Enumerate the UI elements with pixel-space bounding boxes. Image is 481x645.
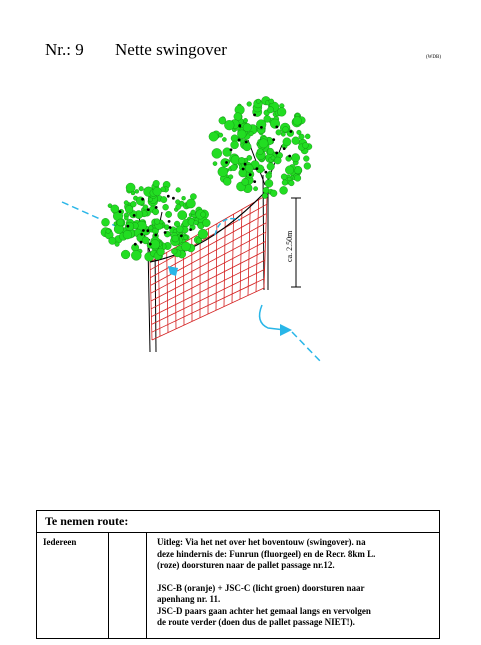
leaf bbox=[245, 164, 253, 172]
leaf bbox=[186, 199, 195, 208]
leaf-shadow bbox=[238, 125, 241, 128]
tree-left-foliage bbox=[101, 180, 210, 261]
leaf bbox=[150, 240, 160, 250]
leaf bbox=[222, 137, 226, 141]
leaf bbox=[293, 117, 302, 126]
leaf bbox=[305, 134, 310, 139]
leaf bbox=[178, 211, 187, 220]
leaf-shadow bbox=[275, 126, 278, 129]
leaf bbox=[165, 211, 171, 217]
obstacle-title: Nette swingover bbox=[115, 40, 227, 59]
leaf bbox=[282, 180, 288, 186]
leaf-shadow bbox=[189, 228, 192, 231]
leaf bbox=[184, 235, 188, 239]
leaf-shadow bbox=[134, 243, 137, 246]
route-empty-cell bbox=[109, 533, 147, 639]
route-heading: Te nemen route: bbox=[37, 511, 439, 533]
leaf bbox=[302, 142, 308, 148]
leaf bbox=[276, 130, 282, 136]
tree-right-foliage bbox=[209, 96, 312, 198]
leaf bbox=[223, 178, 231, 186]
leaf-shadow bbox=[154, 234, 157, 237]
leaf-shadow bbox=[288, 155, 291, 158]
leaf bbox=[269, 99, 274, 104]
leaf bbox=[249, 131, 254, 136]
leaf-shadow bbox=[172, 197, 175, 200]
leaf-shadow bbox=[242, 168, 245, 171]
leaf bbox=[164, 225, 169, 230]
leaf bbox=[271, 156, 275, 160]
leaf bbox=[176, 204, 181, 209]
leaf bbox=[139, 186, 144, 191]
leaf-shadow bbox=[230, 148, 233, 151]
leaf bbox=[289, 180, 295, 186]
leaf bbox=[198, 229, 208, 239]
leaf bbox=[181, 242, 190, 251]
leaf bbox=[291, 154, 299, 162]
leaf-shadow bbox=[140, 241, 143, 244]
leaf bbox=[283, 138, 291, 146]
leaf bbox=[281, 174, 287, 180]
leaf-shadow bbox=[168, 220, 171, 223]
route-line: deze hindernis de: Funrun (fluorgeel) en de Recr. 8km L. bbox=[157, 548, 376, 559]
leaf bbox=[259, 139, 268, 148]
leaf bbox=[257, 149, 263, 155]
leaf-shadow bbox=[290, 130, 293, 133]
leaf bbox=[270, 190, 277, 197]
leaf-shadow bbox=[249, 173, 252, 176]
leaf bbox=[231, 141, 239, 149]
obstacle-number: Nr.: 9 bbox=[45, 40, 84, 59]
leaf bbox=[152, 209, 158, 215]
leaf bbox=[176, 188, 181, 193]
leaf bbox=[172, 235, 179, 242]
leaf bbox=[121, 250, 130, 259]
route-table bbox=[36, 510, 440, 639]
leaf bbox=[231, 164, 237, 170]
leaf-shadow bbox=[142, 229, 145, 232]
leaf bbox=[131, 191, 135, 195]
leaf bbox=[212, 148, 222, 158]
route-arrow-head bbox=[280, 324, 292, 336]
leaf bbox=[219, 133, 223, 137]
leaf bbox=[297, 130, 302, 135]
leaf-shadow bbox=[133, 214, 136, 217]
leaf bbox=[247, 102, 252, 107]
leaf bbox=[253, 187, 257, 191]
author-code: (WDB) bbox=[426, 55, 441, 60]
route-line: apenhang nr. 11. bbox=[157, 594, 221, 604]
leaf-shadow bbox=[149, 243, 152, 246]
route-arrow-out bbox=[292, 332, 322, 363]
leaf bbox=[238, 157, 245, 164]
leaf-shadow bbox=[283, 147, 286, 150]
height-label: ca. 2.50m bbox=[285, 230, 294, 262]
leaf bbox=[285, 166, 294, 175]
route-line: de route verder (doen dus de pallet passage NIET!). bbox=[157, 617, 355, 627]
leaf bbox=[125, 206, 133, 214]
leaf bbox=[294, 175, 301, 182]
leaf bbox=[163, 204, 169, 210]
leaf bbox=[266, 173, 272, 179]
leaf bbox=[124, 216, 128, 220]
leaf bbox=[124, 201, 128, 205]
leaf-shadow bbox=[146, 229, 149, 232]
leaf bbox=[281, 132, 285, 136]
leaf bbox=[106, 229, 111, 234]
leaf bbox=[161, 196, 167, 202]
leaf bbox=[292, 137, 300, 145]
leaf bbox=[135, 189, 139, 193]
leaf bbox=[243, 143, 251, 151]
leaf bbox=[115, 242, 120, 247]
leaf-shadow bbox=[253, 180, 256, 183]
route-line: Uitleg: Via het net over het boventouw (swingover). na bbox=[157, 537, 366, 547]
leaf bbox=[277, 108, 286, 117]
leaf bbox=[209, 132, 218, 141]
leaf-shadow bbox=[260, 126, 263, 129]
leaf bbox=[154, 219, 160, 225]
leaf bbox=[157, 248, 165, 256]
leaf-shadow bbox=[265, 171, 268, 174]
leaf-shadow bbox=[272, 138, 275, 141]
leaf bbox=[267, 107, 273, 113]
leaf bbox=[262, 193, 268, 199]
leaf bbox=[243, 118, 247, 122]
leaf bbox=[267, 163, 275, 171]
route-line: (roze) doorsturen naar de pallet passage nr.12. bbox=[157, 560, 335, 570]
leaf bbox=[175, 200, 180, 205]
leaf-shadow bbox=[169, 226, 172, 229]
leaf bbox=[303, 156, 309, 162]
leaf-shadow bbox=[244, 163, 247, 166]
leaf bbox=[171, 248, 177, 254]
route-marker bbox=[168, 266, 178, 276]
leaf bbox=[153, 180, 160, 187]
route-line: JSC-B (oranje) + JSC-C (licht groen) doorsturen naar bbox=[157, 582, 365, 593]
leaf bbox=[123, 230, 132, 239]
leaf bbox=[280, 186, 288, 194]
leaf bbox=[203, 219, 211, 227]
leaf bbox=[196, 238, 201, 243]
leaf bbox=[270, 119, 280, 129]
leaf-shadow bbox=[155, 206, 158, 209]
leaf bbox=[201, 212, 206, 217]
leaf-shadow bbox=[238, 139, 241, 142]
leaf-shadow bbox=[253, 114, 256, 117]
leaf bbox=[242, 178, 249, 185]
leaf bbox=[265, 179, 273, 187]
leaf bbox=[102, 218, 110, 226]
leaf bbox=[148, 198, 152, 202]
leaf-shadow bbox=[140, 233, 143, 236]
leaf bbox=[213, 162, 217, 166]
leaf-shadow bbox=[256, 167, 259, 170]
leaf bbox=[182, 196, 186, 200]
leaf-shadow bbox=[147, 208, 150, 211]
leaf bbox=[131, 250, 141, 260]
leaf bbox=[256, 99, 260, 103]
leaf bbox=[136, 197, 144, 205]
leaf bbox=[142, 237, 149, 244]
leaf bbox=[237, 130, 246, 139]
leaf-shadow bbox=[119, 210, 122, 213]
leaf-shadow bbox=[275, 152, 278, 155]
leaf bbox=[267, 148, 274, 155]
route-row bbox=[37, 533, 439, 639]
leaf-shadow bbox=[167, 195, 170, 198]
leaf bbox=[304, 163, 311, 170]
leaf bbox=[117, 219, 124, 226]
leaf bbox=[153, 187, 162, 196]
leaf bbox=[194, 220, 199, 225]
route-instructions bbox=[147, 533, 439, 639]
leaf bbox=[221, 158, 230, 167]
leaf bbox=[126, 183, 135, 192]
leaf-shadow bbox=[164, 231, 167, 234]
leaf bbox=[174, 221, 180, 227]
leaf-shadow bbox=[127, 225, 130, 228]
leaf bbox=[111, 205, 119, 213]
leaf-shadow bbox=[180, 234, 183, 237]
leaf-shadow bbox=[245, 141, 248, 144]
leaf bbox=[224, 120, 234, 130]
route-group: Iedereen bbox=[37, 533, 109, 639]
leaf bbox=[191, 210, 196, 215]
leaf-shadow bbox=[225, 161, 228, 164]
leaf bbox=[218, 167, 228, 177]
route-line: JSC-D paars gaan achter het gemaal langs en vervolgen bbox=[157, 605, 371, 616]
leaf bbox=[283, 126, 289, 132]
leaf-shadow bbox=[141, 198, 144, 201]
